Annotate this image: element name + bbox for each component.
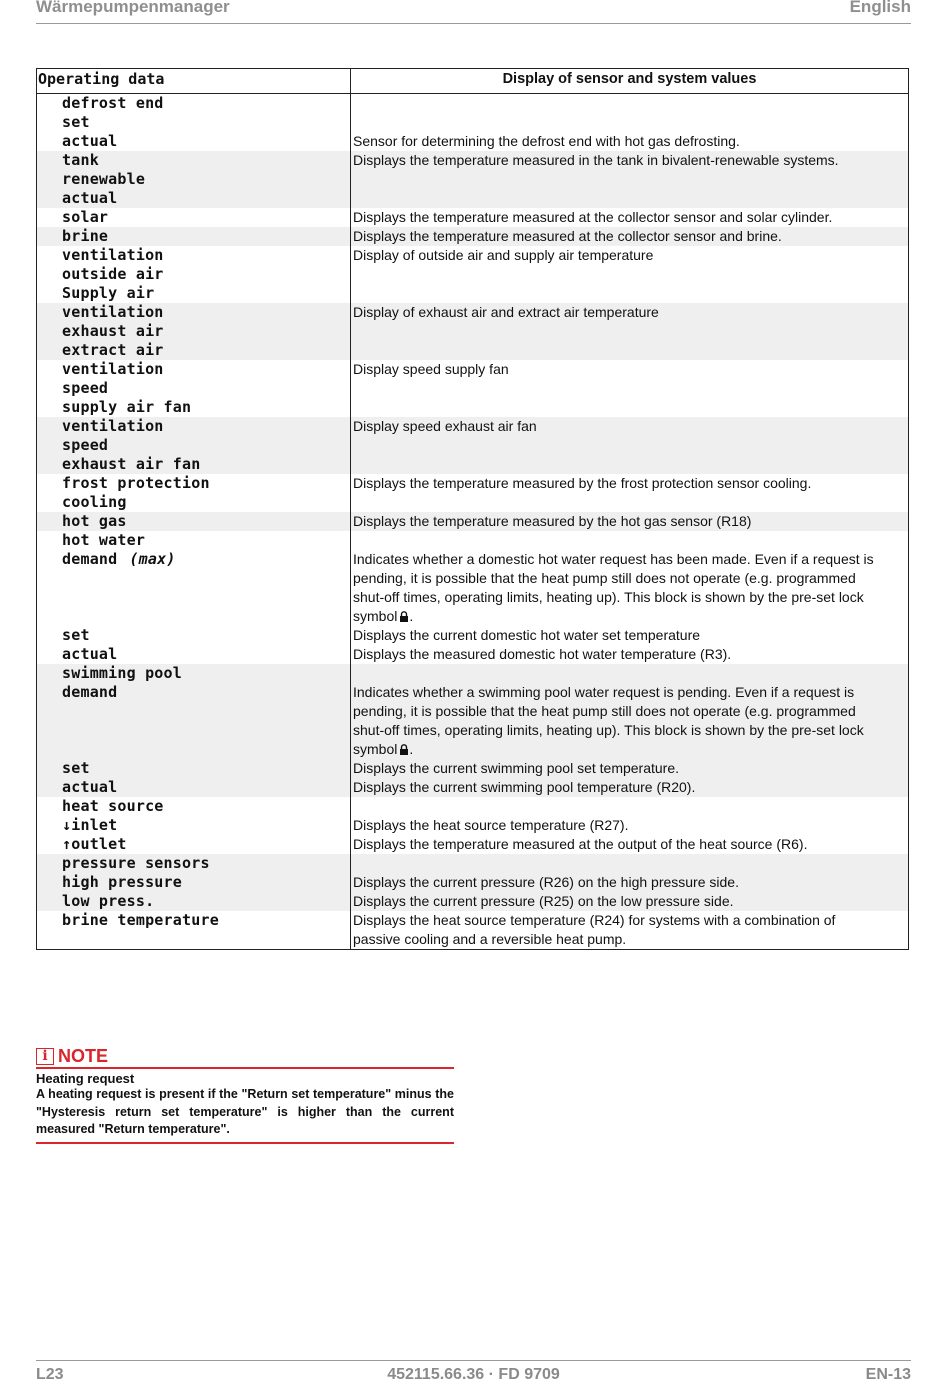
description-text: Display speed exhaust air fan <box>353 418 537 434</box>
table-row <box>37 797 908 854</box>
description-line <box>353 208 908 227</box>
description-line <box>353 835 908 854</box>
period: . <box>409 741 414 757</box>
table-row <box>37 246 908 303</box>
display-text-line: speed <box>62 436 109 454</box>
description-cell <box>351 911 908 949</box>
operating-data-cell <box>37 246 351 303</box>
display-text-line: set <box>62 113 90 131</box>
operating-data-cell <box>37 227 351 246</box>
display-text-line: cooling <box>62 493 127 511</box>
operating-data-cell <box>37 911 351 949</box>
operating-data-cell <box>37 417 351 474</box>
operating-data-table <box>36 68 909 950</box>
display-text-line: ventilation <box>62 360 164 378</box>
note-title: NOTE <box>58 1045 109 1066</box>
description-line <box>353 664 908 683</box>
display-text-line: supply air fan <box>62 398 192 416</box>
description-text: Displays the temperature measured at the collector sensor and solar cylinder. <box>353 209 833 225</box>
description-line <box>353 379 908 398</box>
max-label: (max) <box>129 550 176 568</box>
note-body: A heating request is present if the "Return set temperature" minus the "Hysteresis return set temperature" is higher than the current measured "Return temperature". <box>36 1086 454 1144</box>
table-row <box>37 664 908 797</box>
table-row <box>37 854 908 911</box>
description-line <box>353 474 908 493</box>
description-line <box>353 607 908 626</box>
description-cell <box>351 664 908 797</box>
description-text: Displays the current pressure (R25) on the low pressure side. <box>353 893 734 909</box>
description-line <box>353 360 908 379</box>
display-text-line: hot water <box>62 531 146 549</box>
display-text-line: actual <box>62 778 118 796</box>
footer-doc-number: 452115.66.36 · FD 9709 <box>387 1366 560 1383</box>
table-row <box>37 360 908 417</box>
description-line <box>353 493 908 512</box>
footer-left: L23 <box>36 1366 64 1383</box>
description-cell <box>351 512 908 531</box>
description-line <box>353 892 908 911</box>
display-text-line: hot gas <box>62 512 127 530</box>
description-line <box>353 341 908 360</box>
description-text: Displays the current pressure (R26) on the high pressure side. <box>353 874 739 890</box>
table-row <box>37 208 908 227</box>
description-text: Displays the current swimming pool temperature (R20). <box>353 779 696 795</box>
description-text: symbol <box>353 608 398 624</box>
description-cell <box>351 417 908 474</box>
description-cell <box>351 854 908 911</box>
description-text: Indicates whether a domestic hot water request has been made. Even if a request is <box>353 551 874 567</box>
display-text-line <box>62 721 350 740</box>
display-text-line: brine <box>62 227 109 245</box>
display-text-line: Supply air <box>62 284 155 302</box>
description-line <box>353 189 908 208</box>
table-row <box>37 227 908 246</box>
description-cell <box>351 474 908 512</box>
description-cell <box>351 208 908 227</box>
table-row <box>37 417 908 474</box>
language-label: English <box>849 0 911 16</box>
display-text-line: actual <box>62 645 118 663</box>
display-text-line: extract air <box>62 341 164 359</box>
description-text: Displays the temperature measured at the output of the heat source (R6). <box>353 836 808 852</box>
description-line <box>353 132 908 151</box>
description-line <box>353 683 908 702</box>
display-text-line <box>62 588 350 607</box>
description-line <box>353 721 908 740</box>
display-text-line: brine temperature <box>62 911 219 929</box>
description-cell <box>351 151 908 208</box>
table-row <box>37 512 908 531</box>
description-cell <box>351 531 908 664</box>
note-header <box>36 1045 454 1069</box>
table-header-left: Operating data <box>37 69 351 93</box>
display-text-line: high pressure <box>62 873 182 891</box>
description-text: passive cooling and a reversible heat pump. <box>353 931 627 947</box>
description-line <box>353 588 908 607</box>
display-text-line: speed <box>62 379 109 397</box>
description-text: Display of exhaust air and extract air temperature <box>353 304 659 320</box>
description-cell <box>351 227 908 246</box>
display-text-line: set <box>62 626 90 644</box>
description-line <box>353 702 908 721</box>
description-line <box>353 816 908 835</box>
display-text-line: renewable <box>62 170 146 188</box>
description-cell <box>351 94 908 151</box>
display-text-line: exhaust air <box>62 322 164 340</box>
description-line <box>353 170 908 189</box>
description-cell <box>351 303 908 360</box>
table-row <box>37 531 908 664</box>
page-footer <box>36 1360 911 1384</box>
display-text-line: actual <box>62 132 118 150</box>
display-text-line: ventilation <box>62 417 164 435</box>
page-header <box>36 0 911 24</box>
description-cell <box>351 797 908 854</box>
description-line <box>353 531 908 550</box>
description-line <box>353 854 908 873</box>
display-text-line: heat source <box>62 797 164 815</box>
table-row <box>37 94 908 151</box>
description-text: Displays the temperature measured in the tank in bivalent-renewable systems. <box>353 152 839 168</box>
operating-data-cell <box>37 208 351 227</box>
description-line <box>353 873 908 892</box>
display-text-line <box>62 607 350 626</box>
description-text: Displays the heat source temperature (R24) for systems with a combination of <box>353 912 836 928</box>
table-body <box>37 94 908 949</box>
description-text: pending, it is possible that the heat pump still does not operate (e.g. programmed <box>353 570 856 586</box>
description-text: Displays the measured domestic hot water temperature (R3). <box>353 646 732 662</box>
display-text-line <box>62 930 350 949</box>
table-row <box>37 474 908 512</box>
description-line <box>353 759 908 778</box>
note-box <box>36 1045 454 1144</box>
display-text-line: swimming pool <box>62 664 182 682</box>
description-line <box>353 151 908 170</box>
description-line <box>353 284 908 303</box>
lock-icon <box>399 744 409 755</box>
operating-data-cell <box>37 664 351 797</box>
description-text: symbol <box>353 741 398 757</box>
description-cell <box>351 360 908 417</box>
display-text-line <box>62 740 350 759</box>
description-line <box>353 797 908 816</box>
description-text: Sensor for determining the defrost end with hot gas defrosting. <box>353 133 740 149</box>
description-line <box>353 626 908 645</box>
lock-icon <box>399 611 409 622</box>
display-text-line: defrost end <box>62 94 164 112</box>
display-text: demand <box>62 550 118 568</box>
operating-data-cell <box>37 531 351 664</box>
description-text: Displays the temperature measured at the collector sensor and brine. <box>353 228 782 244</box>
description-text: pending, it is possible that the heat pump still does not operate (e.g. programmed <box>353 703 856 719</box>
display-text-line: ventilation <box>62 303 164 321</box>
description-line <box>353 113 908 132</box>
description-line <box>353 550 908 569</box>
description-line <box>353 930 908 949</box>
description-cell <box>351 246 908 303</box>
description-line <box>353 417 908 436</box>
display-text-line: frost protection <box>62 474 210 492</box>
description-text: Displays the current swimming pool set temperature. <box>353 760 680 776</box>
description-line <box>353 778 908 797</box>
description-text: Display speed supply fan <box>353 361 509 377</box>
operating-data-cell <box>37 797 351 854</box>
description-text: Displays the heat source temperature (R27). <box>353 817 629 833</box>
description-text: shut-off times, operating limits, heating up). This block is shown by the pre-set lock <box>353 589 864 605</box>
display-text-line: exhaust air fan <box>62 455 201 473</box>
description-line <box>353 246 908 265</box>
display-text-line: actual <box>62 189 118 207</box>
display-text-line <box>62 702 350 721</box>
display-text-line: pressure sensors <box>62 854 210 872</box>
period: . <box>409 608 414 624</box>
operating-data-cell <box>37 474 351 512</box>
operating-data-cell <box>37 94 351 151</box>
description-line <box>353 436 908 455</box>
description-text: shut-off times, operating limits, heating up). This block is shown by the pre-set lock <box>353 722 864 738</box>
table-row <box>37 303 908 360</box>
description-line <box>353 94 908 113</box>
description-line <box>353 512 908 531</box>
description-text: Indicates whether a swimming pool water request is pending. Even if a request is <box>353 684 855 700</box>
operating-data-cell <box>37 360 351 417</box>
description-line <box>353 322 908 341</box>
display-text-line <box>62 550 350 569</box>
description-line <box>353 455 908 474</box>
manual-title: Wärmepumpenmanager <box>36 0 230 16</box>
operating-data-cell <box>37 512 351 531</box>
description-line <box>353 911 908 930</box>
table-row <box>37 151 908 208</box>
display-text-line: tank <box>62 151 99 169</box>
description-line <box>353 645 908 664</box>
description-text: Displays the temperature measured by the hot gas sensor (R18) <box>353 513 752 529</box>
table-header-right: Display of sensor and system values <box>502 71 757 87</box>
display-text-line: solar <box>62 208 109 226</box>
display-text-line: ↓inlet <box>62 816 118 834</box>
description-line <box>353 265 908 284</box>
table-row <box>37 911 908 949</box>
description-line <box>353 303 908 322</box>
display-text-line: ↑outlet <box>62 835 127 853</box>
table-header <box>37 69 908 94</box>
note-subtitle: Heating request <box>36 1071 135 1086</box>
description-line <box>353 227 908 246</box>
page-number: EN-13 <box>865 1366 911 1383</box>
operating-data-cell <box>37 151 351 208</box>
info-icon: i <box>36 1048 54 1065</box>
display-text-line <box>62 569 350 588</box>
display-text-line: set <box>62 759 90 777</box>
description-text: Displays the temperature measured by the frost protection sensor cooling. <box>353 475 812 491</box>
display-text-line: low press. <box>62 892 155 910</box>
description-line <box>353 740 908 759</box>
description-line <box>353 569 908 588</box>
description-line <box>353 398 908 417</box>
description-text: Displays the current domestic hot water set temperature <box>353 627 701 643</box>
display-text-line: demand <box>62 683 118 701</box>
display-text-line: ventilation <box>62 246 164 264</box>
operating-data-cell <box>37 854 351 911</box>
display-text-line: outside air <box>62 265 164 283</box>
operating-data-cell <box>37 303 351 360</box>
description-text: Display of outside air and supply air temperature <box>353 247 654 263</box>
